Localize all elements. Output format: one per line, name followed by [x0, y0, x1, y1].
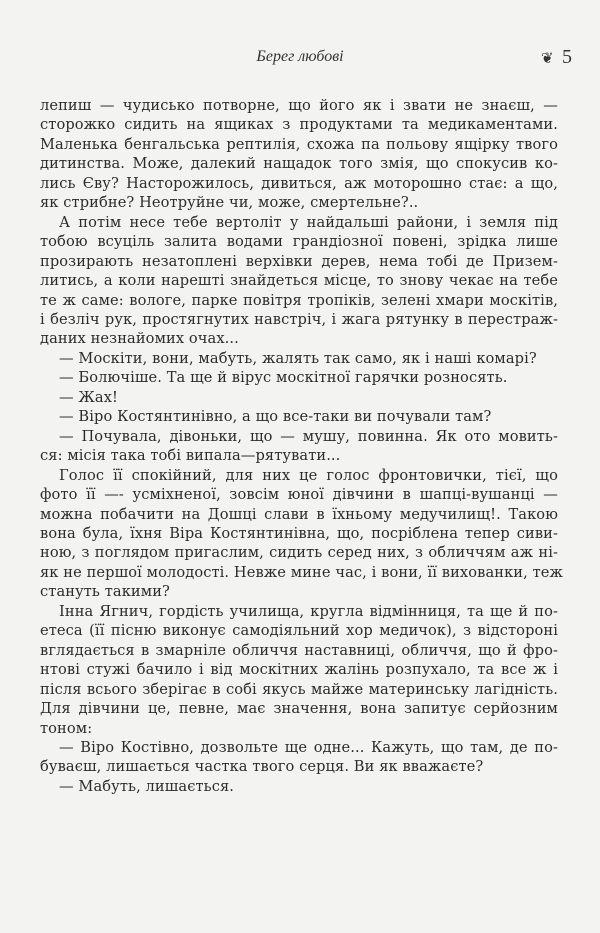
- text-line: буваєш, лишається частка твого серця. Ви як вважаєте?: [40, 758, 484, 776]
- page-header: [0, 46, 600, 70]
- paragraph: [40, 388, 558, 407]
- text-line: — Мабуть, лишається.: [59, 777, 235, 795]
- text-line: можна побачити на Дошці слави в їхньому медучилищ!. Такою: [40, 505, 558, 523]
- paragraph: [40, 349, 558, 368]
- paragraph: [40, 213, 558, 349]
- paragraph: [40, 96, 558, 213]
- text-line: вглядається в змарніле обличчя наставниці, обличчя, що й фро-: [40, 641, 558, 659]
- text-line: сторожко сидить на ящиках з продуктами та медикаментами.: [40, 116, 558, 134]
- text-line: — Віро Костівно, дозвольте ще одне... Кажуть, що там, де по-: [59, 738, 558, 756]
- text-line: Маленька бенгальська рептилія, схожа па польову ящірку твого: [40, 135, 558, 153]
- text-line: — Болючіше. Та ще й вірус москітної гарячки розносять.: [59, 369, 508, 387]
- text-line: стануть такими?: [40, 583, 170, 601]
- text-line: даних незнайомих очах...: [40, 330, 239, 348]
- text-line: — Москіти, вони, мабуть, жалять так само, як і наші комарі?: [59, 349, 537, 367]
- paragraph: [40, 602, 558, 738]
- text-line: як не першої молодості. Невже мине час, і вони, її вихованки, теж: [40, 563, 564, 581]
- page-number: 5: [562, 46, 572, 68]
- text-line: нтові стужі бачило і від москітних жалінь розпухало, та все ж і: [40, 661, 558, 679]
- text-line: етеса (її пісню виконує самодіяльний хор медичок), з відстороні: [40, 622, 558, 640]
- text-line: прозирають незатоплені верхівки дерев, нема тобі де Призем-: [40, 252, 558, 270]
- text-line: Голос її спокійний, для них це голос фронтовички, тієї, що: [59, 466, 558, 484]
- text-line: А потім несе тебе вертоліт у найдальші райони, і земля під: [59, 213, 558, 231]
- text-line: те ж саме: вологе, парке повітря тропіків, зелені хмари москітів,: [40, 291, 558, 309]
- body-text: [40, 96, 564, 796]
- paragraph: [40, 427, 558, 466]
- text-line: ною, з поглядом пригаслим, сидить серед них, з обличчям аж ні-: [40, 544, 558, 562]
- paragraph: [40, 466, 564, 602]
- text-line: вона була, їхня Віра Костянтинівна, що, посріблена тепер сиви-: [40, 524, 558, 542]
- text-line: дитинства. Може, далекий нащадок того змія, що спокусив ко-: [40, 155, 558, 173]
- text-line: Для дівчини це, певне, має значення, вона запитує серйозним: [40, 700, 558, 718]
- text-line: ся: місія така тобі випала—рятувати...: [40, 447, 341, 465]
- text-line: тоном:: [40, 719, 93, 737]
- text-line: — Жах!: [59, 388, 119, 406]
- text-line: тобою всуціль залита водами грандіозної повені, зрідка лише: [40, 233, 558, 251]
- text-line: Інна Ягнич, гордість училища, кругла відмінниця, та ще й по-: [59, 602, 558, 620]
- text-line: і безліч рук, простягнутих навстріч, і жага рятунку в перестраж-: [40, 310, 558, 328]
- running-title: Берег любові: [256, 48, 344, 65]
- text-line: як стрибне? Неотруйне чи, може, смертельне?..: [40, 194, 419, 212]
- paragraph: [40, 368, 558, 387]
- paragraph: [40, 738, 558, 777]
- paragraph: [40, 407, 558, 426]
- text-line: лепиш — чудисько потворне, що його як і звати не знаєш, —: [40, 97, 558, 114]
- text-line: — Віро Костянтинівно, а що все-таки ви почували там?: [59, 408, 492, 426]
- paragraph: [40, 777, 558, 796]
- text-line: лись Єву? Насторожилось, дивиться, аж моторошно стає: а що,: [40, 174, 558, 192]
- text-line: — Почувала, дівоньки, що — мушу, повинна. Як ото мовить-: [59, 427, 558, 445]
- text-line: литись, а коли нарешті знайдеться місце, то знову чекає на тебе: [40, 272, 558, 290]
- swirl-ornament-icon: ❦: [541, 49, 554, 67]
- text-line: після всього зберігає в собі якусь майже материнську лагідність.: [40, 680, 558, 698]
- text-line: фото її —- усміхненої, зовсім юної дівчини в шапці-вушанці —: [40, 486, 558, 504]
